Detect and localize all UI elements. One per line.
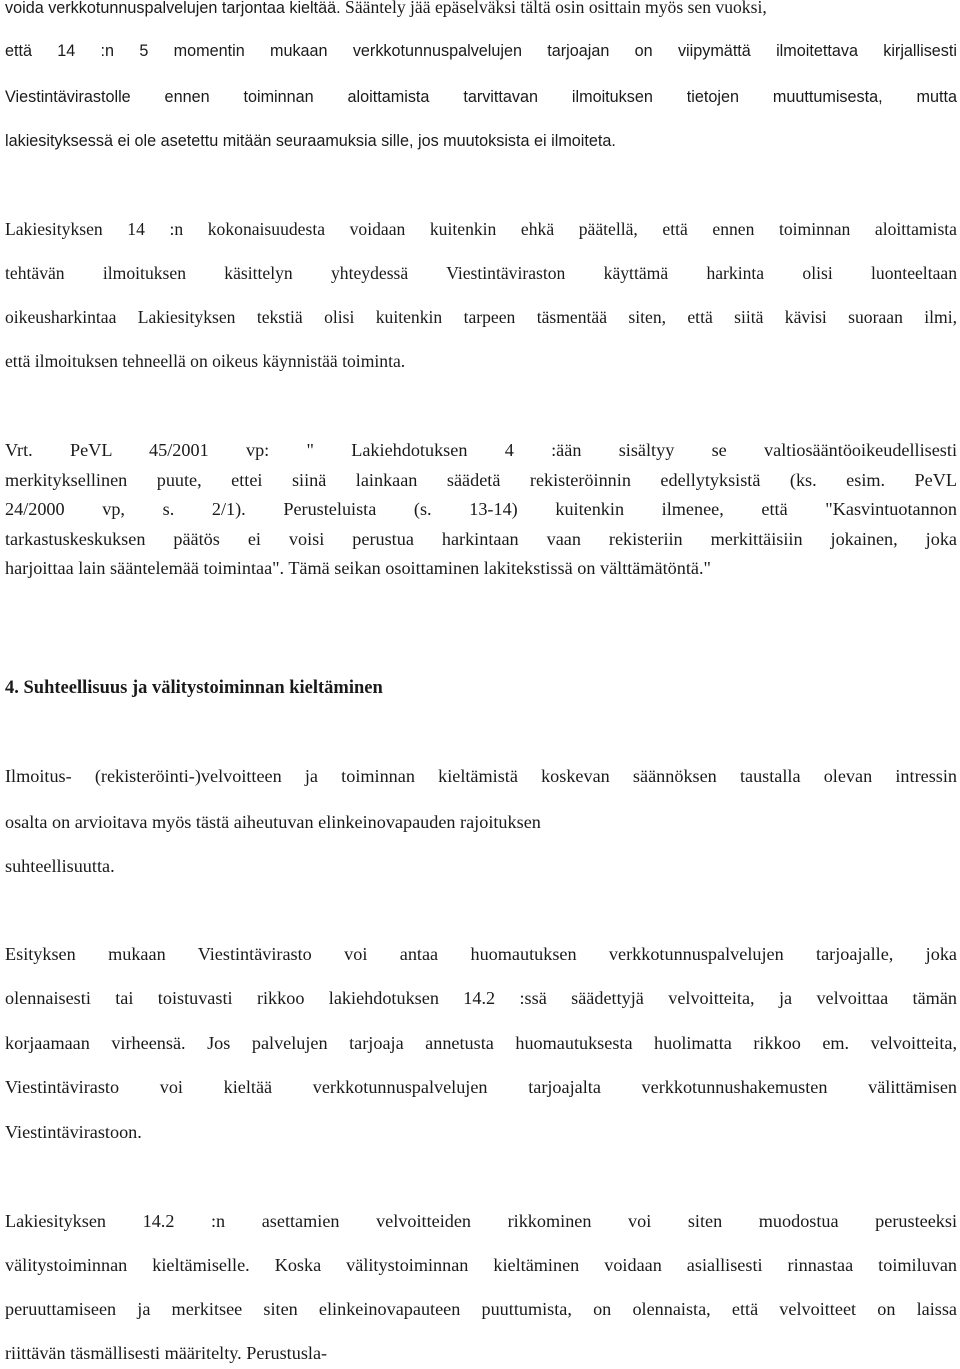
text-line: korjaamaan virheensä. Jos palvelujen tarjoaja annetusta huomautuksesta huolimatta rikkoo em. velvoitteita, <box>5 1033 957 1053</box>
text-line: riittävän täsmällisesti määritelty. Perustusla- <box>5 1343 328 1363</box>
text-line: Lakiesityksen 14.2 :n asettamien velvoitteiden rikkominen voi siten muodostua perusteeksi <box>5 1211 957 1231</box>
text-line: Ilmoitus- (rekisteröinti-)velvoitteen ja toiminnan kieltämistä koskevan säännöksen taustalla olevan intressin <box>5 766 957 786</box>
text-line: Viestintävirastolle ennen toiminnan aloittamista tarvittavan ilmoituksen tietojen muuttumisesta, mutta <box>5 88 957 106</box>
text-line: oikeusharkintaa Lakiesityksen tekstiä olisi kuitenkin tarpeen täsmentää siten, että siitä kävisi suoraan ilmi, <box>5 307 957 327</box>
text-line: tarkastuskeskuksen päätös ei voisi perustua harkintaan vaan rekisteriin merkittäisiin jokainen, joka <box>5 529 957 549</box>
text-line: merkityksellinen puute, ettei siinä lainkaan säädetä rekisteröinnin edellytyksistä (ks. esim. PeVL <box>5 470 957 490</box>
text-line: lakiesityksessä ei ole asetettu mitään seuraamuksia sille, jos muutoksista ei ilmoiteta. <box>5 132 616 150</box>
text-fragment: voida verkkotunnuspalvelujen tarjontaa kieltää. <box>5 0 341 17</box>
text-line: peruuttamiseen ja merkitsee siten elinkeinovapauteen puuttumista, on olennaista, että velvoitteet on laissa <box>5 1299 957 1319</box>
text-line: Esityksen mukaan Viestintävirasto voi antaa huomautuksen verkkotunnuspalvelujen tarjoajalle, joka <box>5 944 957 964</box>
text-line: että 14 :n 5 momentin mukaan verkkotunnuspalvelujen tarjoajan on viipymättä ilmoitettava kirjallisesti <box>5 42 957 60</box>
text-line: Viestintävirasto voi kieltää verkkotunnuspalvelujen tarjoajalta verkkotunnushakemusten välittämisen <box>5 1077 957 1097</box>
text-line: osalta on arvioitava myös tästä aiheutuvan elinkeinovapauden rajoituksen <box>5 812 541 832</box>
text-line: olennaisesti tai toistuvasti rikkoo lakiehdotuksen 14.2 :ssä säädettyjä velvoitteita, ja velvoittaa tämän <box>5 988 957 1008</box>
text-line: tehtävän ilmoituksen käsittelyn yhteydessä Viestintäviraston käyttämä harkinta olisi luonteeltaan <box>5 263 957 283</box>
text-line: 24/2000 vp, s. 2/1). Perusteluista (s. 13-14) kuitenkin ilmenee, että "Kasvintuotannon <box>5 499 957 519</box>
section-heading <box>5 677 957 699</box>
text-line: suhteellisuutta. <box>5 856 115 876</box>
text-line: harjoittaa lain sääntelemää toimintaa". Tämä seikan osoittaminen lakitekstissä on välttämätöntä." <box>5 558 711 578</box>
text-line: välitystoiminnan kieltämiselle. Koska välitystoiminnan kieltäminen voidaan asiallisesti rinnastaa toimiluvan <box>5 1255 957 1275</box>
text-line: Viestintävirastoon. <box>5 1122 142 1142</box>
text-fragment: Sääntely jää epäselväksi tältä osin osittain myös sen vuoksi, <box>340 0 767 17</box>
text-line: Vrt. PeVL 45/2001 vp: " Lakiehdotuksen 4 :ään sisältyy se valtiosääntöoikeudellisesti <box>5 440 957 460</box>
text-line: Lakiesityksen 14 :n kokonaisuudesta voidaan kuitenkin ehkä päätellä, että ennen toiminnan aloittamista <box>5 219 957 239</box>
section-number: 4. <box>5 678 19 698</box>
text-line <box>5 0 957 19</box>
text-line: että ilmoituksen tehneellä on oikeus käynnistää toiminta. <box>5 351 406 371</box>
section-title: Suhteellisuus ja välitystoiminnan kieltäminen <box>18 678 383 698</box>
